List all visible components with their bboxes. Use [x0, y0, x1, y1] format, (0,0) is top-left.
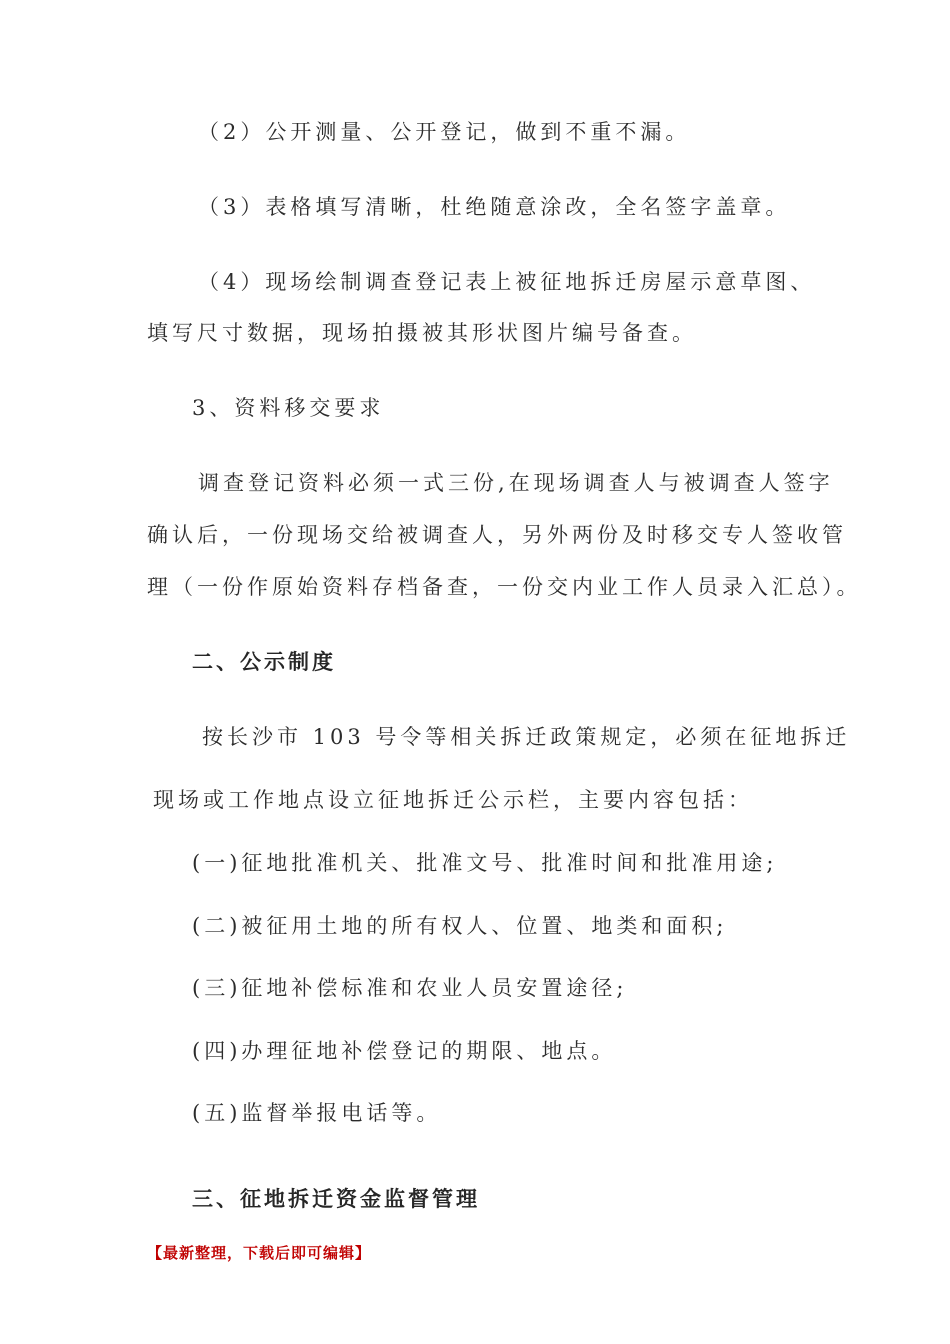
list-item-5: (五)监督举报电话等。 — [192, 1101, 442, 1125]
paragraph-line-3: 理（一份作原始资料存档备查，一份交内业工作人员录入汇总）。 — [147, 575, 862, 599]
paragraph-line-2: 确认后，一份现场交给被调查人，另外两份及时移交专人签收管 — [147, 523, 847, 547]
item-4-line-1: （4）现场绘制调查登记表上被征地拆迁房屋示意草图、 — [198, 270, 816, 294]
item-4-line-2: 填写尺寸数据，现场拍摄被其形状图片编号备查。 — [147, 321, 697, 345]
list-item-1: (一)征地批准机关、批准文号、批准时间和批准用途; — [192, 851, 778, 875]
item-3: （3）表格填写清晰，杜绝随意涂改，全名签字盖章。 — [198, 195, 791, 219]
list-item-4: (四)办理征地补偿登记的期限、地点。 — [192, 1039, 617, 1063]
item-2: （2）公开测量、公开登记，做到不重不漏。 — [198, 120, 691, 144]
section-3-title: 3、资料移交要求 — [192, 396, 385, 420]
paragraph-line-5: 现场或工作地点设立征地拆迁公示栏，主要内容包括： — [153, 788, 753, 812]
list-item-3: (三)征地补偿标准和农业人员安置途径; — [192, 976, 628, 1000]
heading-public-notice-system: 二、公示制度 — [192, 649, 336, 674]
footer-editable-note: 【最新整理，下载后即可编辑】 — [147, 1244, 372, 1262]
paragraph-line-1: 调查登记资料必须一式三份,在现场调查人与被调查人签字 — [198, 471, 834, 495]
list-item-2: (二)被征用土地的所有权人、位置、地类和面积; — [192, 914, 728, 938]
heading-fund-supervision: 三、征地拆迁资金监督管理 — [192, 1186, 480, 1211]
paragraph-line-4: 按长沙市 103 号令等相关拆迁政策规定，必须在征地拆迁 — [202, 725, 851, 749]
